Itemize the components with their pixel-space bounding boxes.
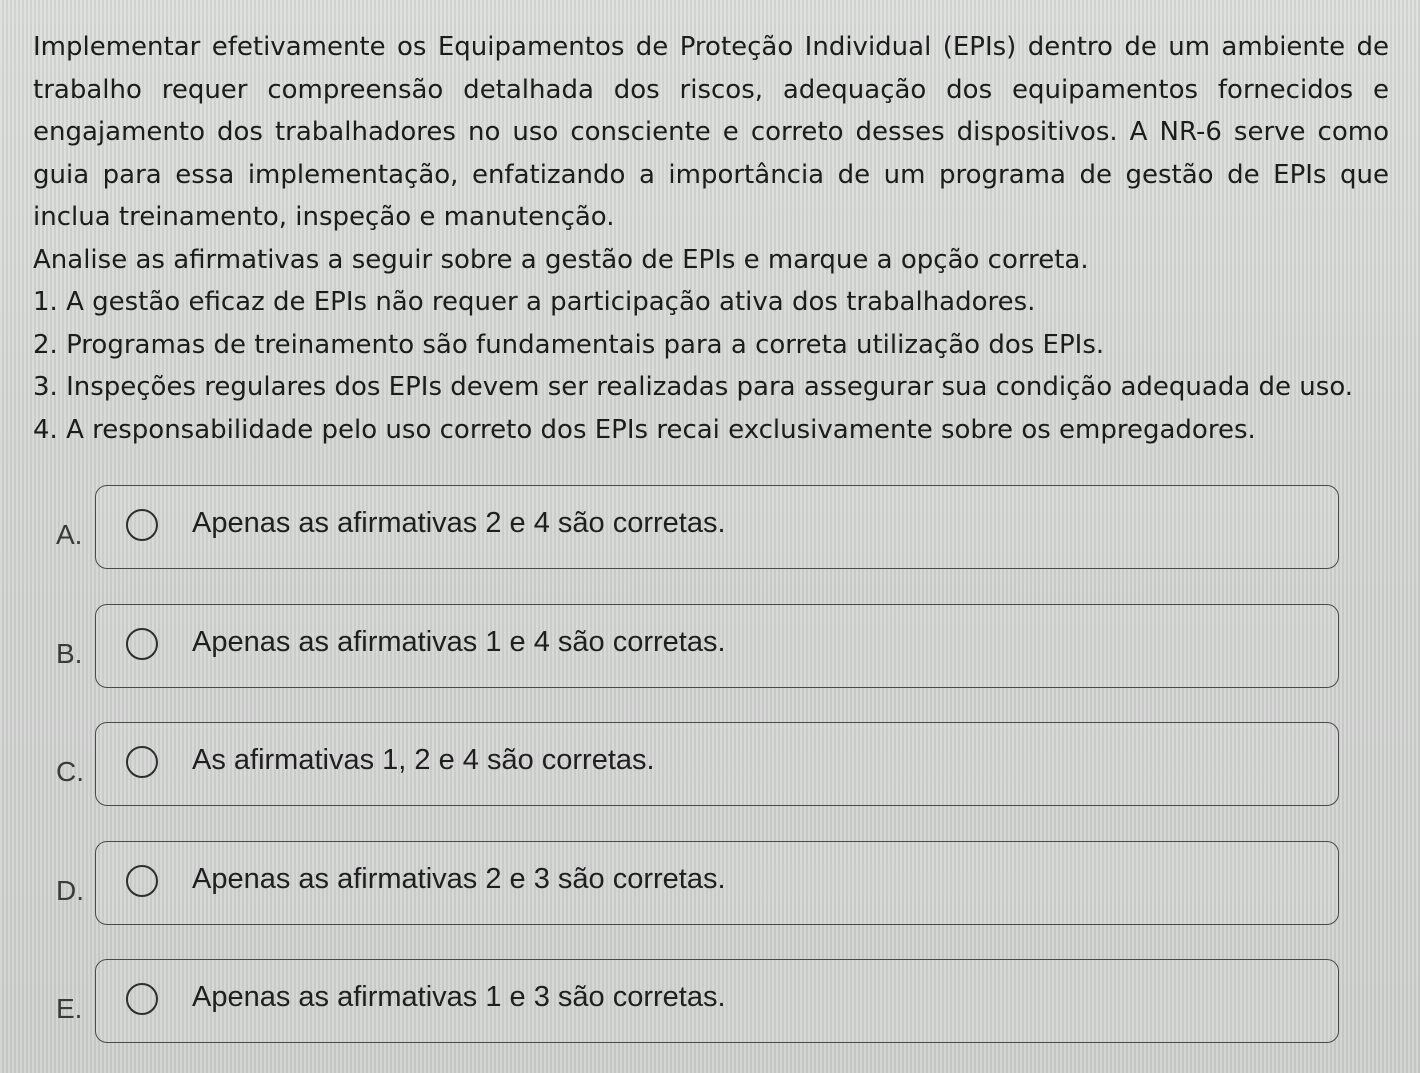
option-c-radio-icon[interactable] <box>126 746 158 778</box>
option-b-letter: B. <box>56 638 83 669</box>
option-d-text: Apenas as afirmativas 2 e 3 são corretas. <box>192 863 726 895</box>
statement-2: 2. Programas de treinamento são fundamentais para a correta utilização dos EPIs. <box>33 329 1105 360</box>
option-c-letter: C. <box>56 756 84 787</box>
option-a[interactable] <box>0 485 1420 571</box>
option-d-radio-icon[interactable] <box>126 865 158 897</box>
statement-1: 1. A gestão eficaz de EPIs não requer a participação ativa dos trabalhadores. <box>33 287 1036 317</box>
option-d-letter: D. <box>56 875 84 906</box>
option-d[interactable] <box>0 841 1420 927</box>
option-a-text: Apenas as afirmativas 2 e 4 são corretas. <box>192 507 726 539</box>
option-e[interactable] <box>0 959 1420 1045</box>
option-c-text: As afirmativas 1, 2 e 4 são corretas. <box>192 744 655 776</box>
statement-3: 3. Inspeções regulares dos EPIs devem ser realizadas para assegurar sua condição adequada de uso. <box>33 372 1354 402</box>
option-e-text: Apenas as afirmativas 1 e 3 são corretas. <box>192 981 726 1013</box>
question-intro: Implementar efetivamente os Equipamentos de Proteção Individual (EPIs) dentro de um ambiente de trabalho requer compreensão detalhada dos riscos, adequação dos equipamentos fornecidos e engajamento dos trabalhadores no uso consciente e correto desses dispositivos. A NR-6 serve como guia para essa implementação, enfatizando a importância de um programa de gestão de EPIs que inclua treinamento, inspeção e manutenção. <box>33 32 1389 232</box>
question-prompt: Analise as afirmativas a seguir sobre a gestão de EPIs e marque a opção correta. <box>33 244 1089 275</box>
option-b[interactable] <box>0 604 1420 690</box>
statement-4: 4. A responsabilidade pelo uso correto dos EPIs recai exclusivamente sobre os empregadores. <box>33 414 1256 445</box>
option-a-radio-icon[interactable] <box>126 509 158 541</box>
option-b-radio-icon[interactable] <box>126 628 158 660</box>
option-b-text: Apenas as afirmativas 1 e 4 são corretas. <box>192 626 726 658</box>
option-a-letter: A. <box>56 519 83 550</box>
option-e-radio-icon[interactable] <box>126 983 158 1015</box>
option-e-letter: E. <box>56 993 83 1024</box>
option-c[interactable] <box>0 722 1420 808</box>
